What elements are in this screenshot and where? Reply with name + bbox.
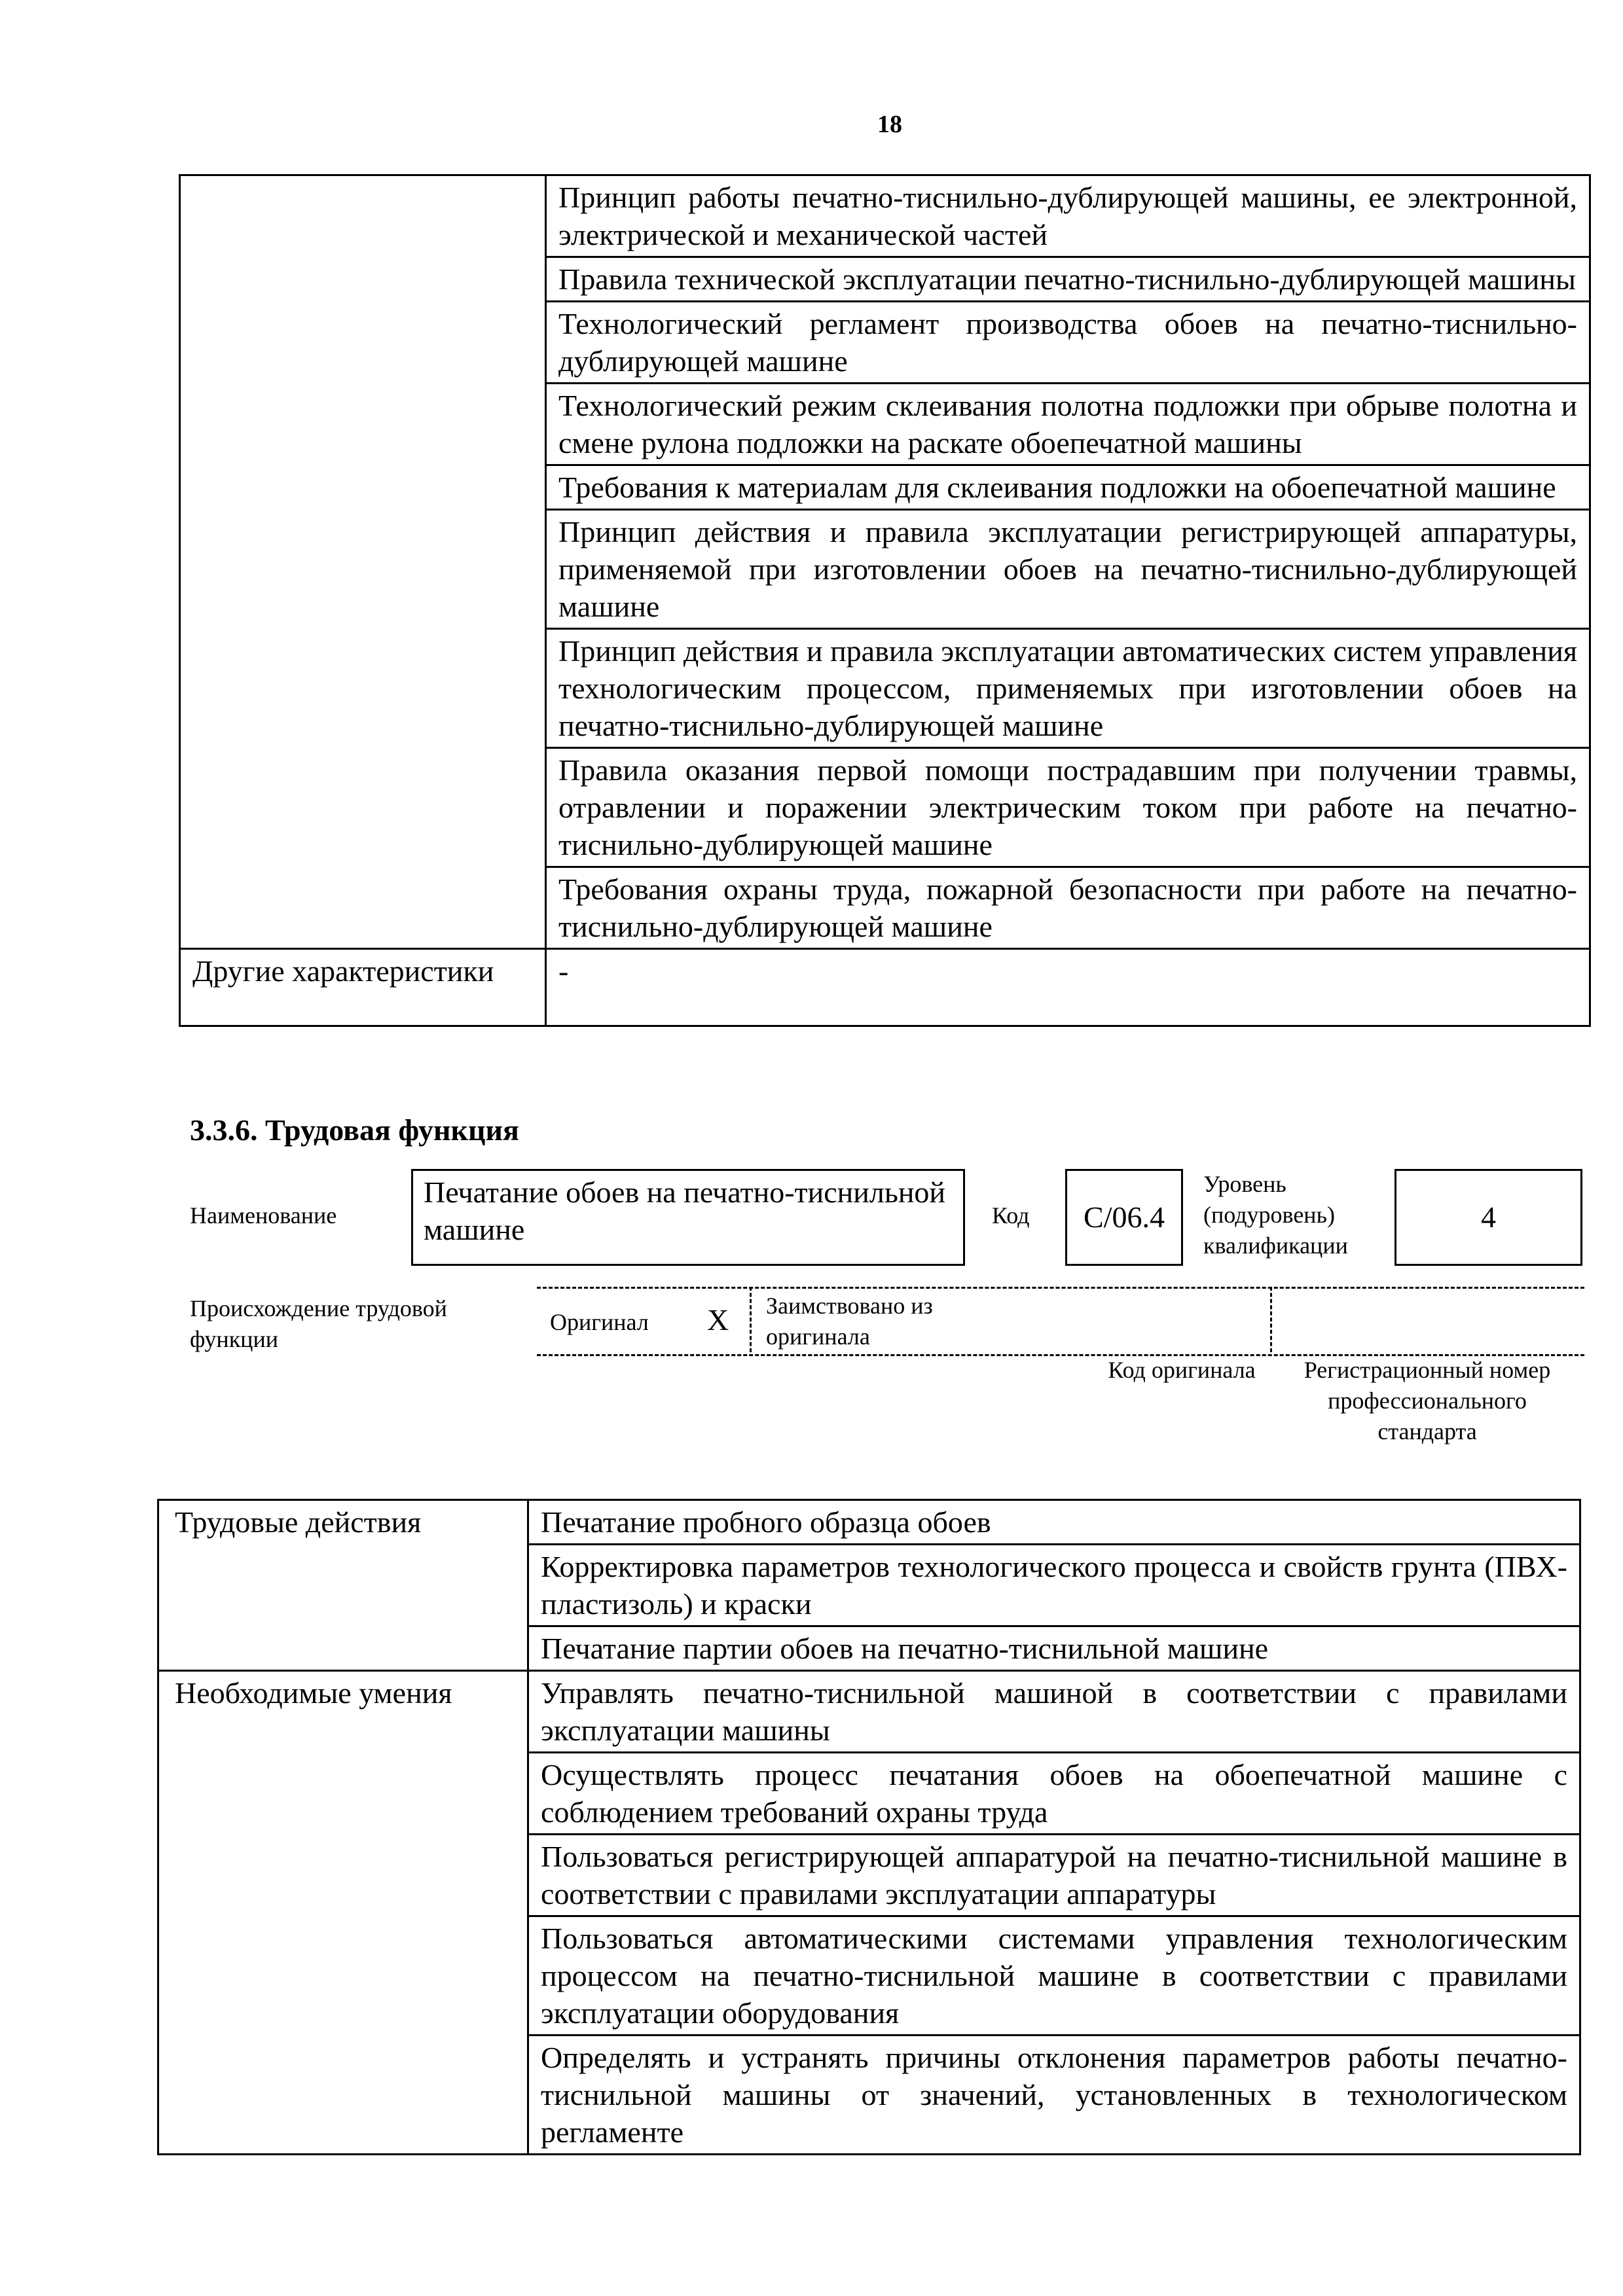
knowledge-item: Принцип работы печатно-тиснильно-дублирующей машины, ее электронной, электрической и механической частей	[546, 175, 1590, 257]
reg-number-caption: Регистрационный номер профессионального стандарта	[1304, 1357, 1551, 1444]
action-item: Печатание партии обоев на печатно-тиснильной машине	[528, 1626, 1580, 1671]
level-value: 4	[1481, 1200, 1496, 1234]
code-box	[1065, 1169, 1183, 1266]
borrowed-label: Заимствовано из оригинала	[766, 1293, 933, 1350]
knowledge-item: Технологический регламент производства обоев на печатно-тиснильно-дублирующей машине	[546, 302, 1590, 384]
knowledge-item: Требования к материалам для склеивания подложки на обоепечатной машине	[546, 465, 1590, 510]
knowledge-item: Технологический режим склеивания полотна подложки при обрыве полотна и смене рулона подложки на раскате обоепечатной машины	[546, 384, 1590, 465]
action-item: Корректировка параметров технологического процесса и свойств грунта (ПВХ-пластизоль) и краски	[528, 1545, 1580, 1626]
section-heading: 3.3.6. Трудовая функция	[190, 1113, 519, 1147]
skills-label: Необходимые умения	[158, 1671, 528, 2155]
action-item: Печатание пробного образца обоев	[528, 1500, 1580, 1545]
level-box	[1395, 1169, 1582, 1266]
code-label: Код	[992, 1202, 1030, 1229]
knowledge-item: Правила оказания первой помощи пострадавшим при получении травмы, отравлении и поражении электрическим током при работе на печатно-тиснильно-дублирующей машине	[546, 748, 1590, 867]
skill-item: Пользоваться автоматическими системами управления технологическим процессом на печатно-тиснильной машине в соответствии с правилами эксплуатации оборудования	[528, 1916, 1580, 2036]
knowledge-item: Требования охраны труда, пожарной безопасности при работе на печатно-тиснильно-дублирующей машине	[546, 867, 1590, 949]
other-characteristics-value: -	[546, 949, 1590, 1026]
page-number: 18	[877, 111, 902, 138]
knowledge-item: Правила технической эксплуатации печатно-тиснильно-дублирующей машины	[546, 257, 1590, 302]
original-label: Оригинал	[550, 1309, 649, 1335]
function-table	[157, 1499, 1581, 2155]
function-name-box	[411, 1169, 965, 1266]
skill-item: Управлять печатно-тиснильной машиной в соответствии с правилами эксплуатации машины	[528, 1671, 1580, 1753]
skill-item: Осуществлять процесс печатания обоев на обоепечатной машине с соблюдением требований охраны труда	[528, 1753, 1580, 1835]
actions-label: Трудовые действия	[158, 1500, 528, 1671]
knowledge-table	[179, 174, 1591, 1027]
level-label: Уровень (подуровень) квалификации	[1203, 1171, 1348, 1259]
origin-divider	[1270, 1287, 1272, 1352]
code-value: С/06.4	[1084, 1200, 1165, 1234]
other-characteristics-label: Другие характеристики	[180, 949, 546, 1026]
original-mark: X	[707, 1303, 729, 1336]
knowledge-item: Принцип действия и правила эксплуатации автоматических систем управления технологическим процессом, применяемых при изготовлении обоев на печатно-тиснильно-дублирующей машине	[546, 629, 1590, 748]
knowledge-label-cell	[180, 175, 546, 949]
function-name-value: Печатание обоев на печатно-тиснильной машине	[424, 1175, 946, 1246]
origin-row	[537, 1287, 1584, 1356]
original-code-caption: Код оригинала	[1108, 1357, 1256, 1383]
origin-divider	[750, 1287, 752, 1352]
name-label: Наименование	[190, 1202, 337, 1229]
skill-item: Определять и устранять причины отклонения параметров работы печатно-тиснильной машины от значений, установленных в технологическом регламенте	[528, 2036, 1580, 2155]
origin-label: Происхождение трудовой функции	[190, 1295, 447, 1352]
skill-item: Пользоваться регистрирующей аппаратурой на печатно-тиснильной машине в соответствии с правилами эксплуатации аппаратуры	[528, 1835, 1580, 1916]
knowledge-item: Принцип действия и правила эксплуатации регистрирующей аппаратуры, применяемой при изготовлении обоев на печатно-тиснильно-дублирующей машине	[546, 510, 1590, 629]
